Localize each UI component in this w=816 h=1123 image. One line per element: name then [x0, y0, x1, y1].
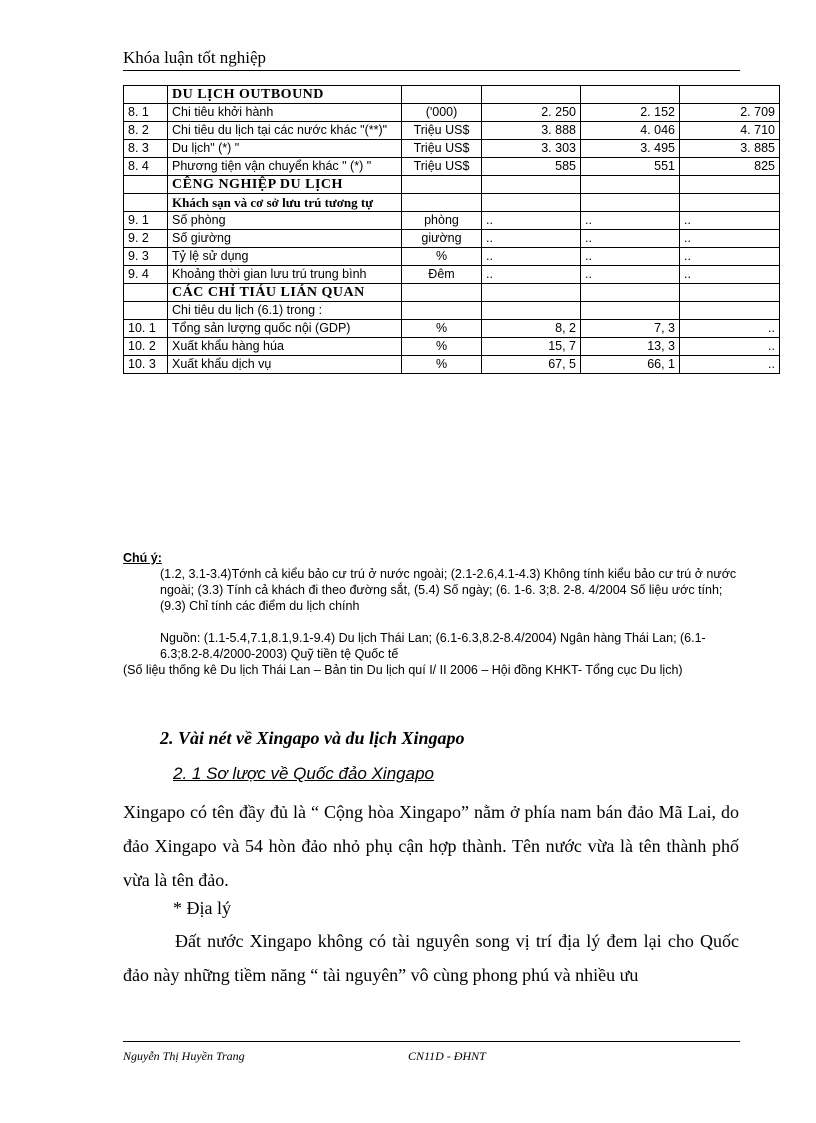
row-label-cell: Khách sạn và cơ sở lưu trú tương tự — [168, 194, 402, 212]
row-value-cell: 15, 7 — [482, 338, 581, 356]
row-value-cell — [581, 302, 680, 320]
row-code-cell — [124, 176, 168, 194]
row-code-cell — [124, 194, 168, 212]
row-label-cell: Tổng sản lượng quốc nội (GDP) — [168, 320, 402, 338]
table-row — [124, 338, 780, 356]
row-code-cell: 10. 3 — [124, 356, 168, 374]
row-value-cell — [581, 176, 680, 194]
row-code-cell: 10. 1 — [124, 320, 168, 338]
document-header-title: Khóa luận tốt nghiệp — [123, 48, 267, 67]
row-value-cell — [680, 86, 780, 104]
row-value-cell — [482, 284, 581, 302]
table-row — [124, 212, 780, 230]
row-value-cell: 3. 495 — [581, 140, 680, 158]
row-value-cell: 825 — [680, 158, 780, 176]
row-code-cell: 9. 1 — [124, 212, 168, 230]
row-code-cell — [124, 284, 168, 302]
row-value-cell — [482, 194, 581, 212]
row-code-cell: 10. 2 — [124, 338, 168, 356]
row-label-cell: Khoảng thời gian lưu trú trung bình — [168, 266, 402, 284]
row-value-cell — [482, 302, 581, 320]
table-row — [124, 230, 780, 248]
row-value-cell: 551 — [581, 158, 680, 176]
row-unit-cell: ('000) — [402, 104, 482, 122]
row-value-cell: 13, 3 — [581, 338, 680, 356]
row-value-cell: 3. 303 — [482, 140, 581, 158]
row-value-cell: .. — [581, 212, 680, 230]
table-row — [124, 248, 780, 266]
statistics-table-body — [124, 86, 780, 374]
footer-class: CN11D - ĐHNT — [408, 1049, 486, 1063]
row-unit-cell: Triệu US$ — [402, 158, 482, 176]
notes-source: Nguồn: (1.1-5.4,7.1,8.1,9.1-9.4) Du lịch Thái Lan; (6.1-6.3,8.2-8.4/2004) Ngân hàng Thái Lan; (6.1-6.3;8.2-8.4/2000-2003) Quỹ tiền tệ Quốc tế — [160, 631, 706, 661]
table-row — [124, 86, 780, 104]
row-value-cell: .. — [680, 212, 780, 230]
table-row — [124, 302, 780, 320]
statistics-table — [123, 85, 780, 374]
row-label-cell: CÁC CHỈ TIÁU LIÁN QUAN — [168, 284, 402, 302]
row-value-cell: 2. 709 — [680, 104, 780, 122]
row-value-cell — [581, 284, 680, 302]
row-value-cell: .. — [680, 230, 780, 248]
row-unit-cell: % — [402, 338, 482, 356]
table-row — [124, 356, 780, 374]
row-label-cell: Số giường — [168, 230, 402, 248]
row-value-cell: 3. 885 — [680, 140, 780, 158]
row-label-cell: Chi tiêu du lịch (6.1) trong : — [168, 302, 402, 320]
row-label-cell: DU LỊCH OUTBOUND — [168, 86, 402, 104]
row-label-cell: Chi tiêu du lịch tại các nước khác "(**)" — [168, 122, 402, 140]
row-unit-cell: Triệu US$ — [402, 140, 482, 158]
notes-title: Chú ý: — [123, 551, 162, 565]
row-value-cell — [482, 86, 581, 104]
geography-label: * Địa lý — [173, 898, 231, 918]
notes-block — [123, 550, 743, 678]
row-code-cell: 8. 1 — [124, 104, 168, 122]
row-label-cell: CÊNG NGHIỆP DU LỊCH — [168, 176, 402, 194]
table-row — [124, 104, 780, 122]
row-value-cell: 4. 710 — [680, 122, 780, 140]
row-code-cell: 9. 4 — [124, 266, 168, 284]
row-label-cell: Số phòng — [168, 212, 402, 230]
row-unit-cell — [402, 284, 482, 302]
row-unit-cell — [402, 176, 482, 194]
row-value-cell: .. — [581, 266, 680, 284]
row-value-cell: .. — [680, 248, 780, 266]
row-unit-cell: % — [402, 248, 482, 266]
row-value-cell — [680, 284, 780, 302]
row-unit-cell: phòng — [402, 212, 482, 230]
row-unit-cell: Triệu US$ — [402, 122, 482, 140]
footer-rule — [123, 1041, 740, 1042]
row-value-cell: 7, 3 — [581, 320, 680, 338]
section-subheading: 2. 1 Sơ lược về Quốc đảo Xingapo — [173, 764, 434, 783]
row-value-cell: 4. 046 — [581, 122, 680, 140]
row-value-cell — [581, 86, 680, 104]
row-value-cell — [680, 302, 780, 320]
row-value-cell: 2. 250 — [482, 104, 581, 122]
row-code-cell: 9. 2 — [124, 230, 168, 248]
row-value-cell: .. — [680, 266, 780, 284]
row-value-cell: .. — [680, 338, 780, 356]
body-paragraph-1: Xingapo có tên đầy đủ là “ Cộng hòa Xingapo” nằm ở phía nam bán đảo Mã Lai, do đảo Xingapo và 54 hòn đảo nhỏ phụ cận hợp thành. Tên nước vừa là tên thành phố vừa là tên đảo. — [123, 802, 739, 890]
row-unit-cell — [402, 86, 482, 104]
row-value-cell — [680, 176, 780, 194]
row-code-cell: 8. 4 — [124, 158, 168, 176]
table-row — [124, 266, 780, 284]
row-code-cell: 8. 2 — [124, 122, 168, 140]
notes-citation: (Số liệu thống kê Du lịch Thái Lan – Bản tin Du lịch quí I/ II 2006 – Hội đồng KHKT- Tổng cục Du lịch) — [123, 663, 683, 677]
row-value-cell: .. — [482, 230, 581, 248]
notes-line-1: (1.2, 3.1-3.4)Tớnh cả kiểu bảo cư trú ở nước ngoài; (2.1-2.6,4.1-4.3) Không tính kiểu bảo cư trú ở nước ngoài; (3.3) Tính cả khách đi theo đường sắt, (5.4) Số ngày; (6. 1-6. 3;8. 2-8. 4/2004 Số liệu ước tính; (9.3) Chỉ tính các điểm du lịch chính — [160, 567, 737, 613]
row-code-cell — [124, 302, 168, 320]
row-label-cell: Xuất khẩu hàng húa — [168, 338, 402, 356]
table-row — [124, 320, 780, 338]
row-value-cell: 3. 888 — [482, 122, 581, 140]
table-row — [124, 158, 780, 176]
header-rule — [123, 70, 740, 71]
row-value-cell: .. — [482, 212, 581, 230]
row-value-cell: .. — [482, 248, 581, 266]
body-paragraph-2: Đất nước Xingapo không có tài nguyên song vị trí địa lý đem lại cho Quốc đảo này những tiềm năng “ tài nguyên” vô cùng phong phú và nhiều ưu — [123, 931, 739, 985]
table-row — [124, 176, 780, 194]
table-row — [124, 122, 780, 140]
row-unit-cell: % — [402, 320, 482, 338]
row-value-cell: .. — [482, 266, 581, 284]
row-code-cell: 9. 3 — [124, 248, 168, 266]
row-label-cell: Tỷ lệ sử dụng — [168, 248, 402, 266]
row-value-cell: 67, 5 — [482, 356, 581, 374]
row-value-cell: 66, 1 — [581, 356, 680, 374]
row-unit-cell — [402, 302, 482, 320]
row-value-cell: 2. 152 — [581, 104, 680, 122]
row-label-cell: Du lịch" (*) " — [168, 140, 402, 158]
row-unit-cell: % — [402, 356, 482, 374]
row-value-cell — [482, 176, 581, 194]
row-label-cell: Chi tiêu khởi hành — [168, 104, 402, 122]
row-code-cell: 8. 3 — [124, 140, 168, 158]
row-value-cell — [581, 194, 680, 212]
row-unit-cell: Đêm — [402, 266, 482, 284]
row-value-cell: .. — [680, 320, 780, 338]
table-row — [124, 284, 780, 302]
row-unit-cell — [402, 194, 482, 212]
row-label-cell: Xuất khẩu dịch vụ — [168, 356, 402, 374]
row-unit-cell: giường — [402, 230, 482, 248]
table-row — [124, 194, 780, 212]
row-code-cell — [124, 86, 168, 104]
row-value-cell: .. — [581, 248, 680, 266]
row-value-cell — [680, 194, 780, 212]
row-value-cell: .. — [680, 356, 780, 374]
section-heading: 2. Vài nét về Xingapo và du lịch Xingapo — [160, 728, 465, 748]
row-value-cell: .. — [581, 230, 680, 248]
footer-author: Nguyễn Thị Huyền Trang — [123, 1049, 245, 1063]
row-label-cell: Phương tiện vận chuyển khác " (*) " — [168, 158, 402, 176]
table-row — [124, 140, 780, 158]
row-value-cell: 8, 2 — [482, 320, 581, 338]
row-value-cell: 585 — [482, 158, 581, 176]
